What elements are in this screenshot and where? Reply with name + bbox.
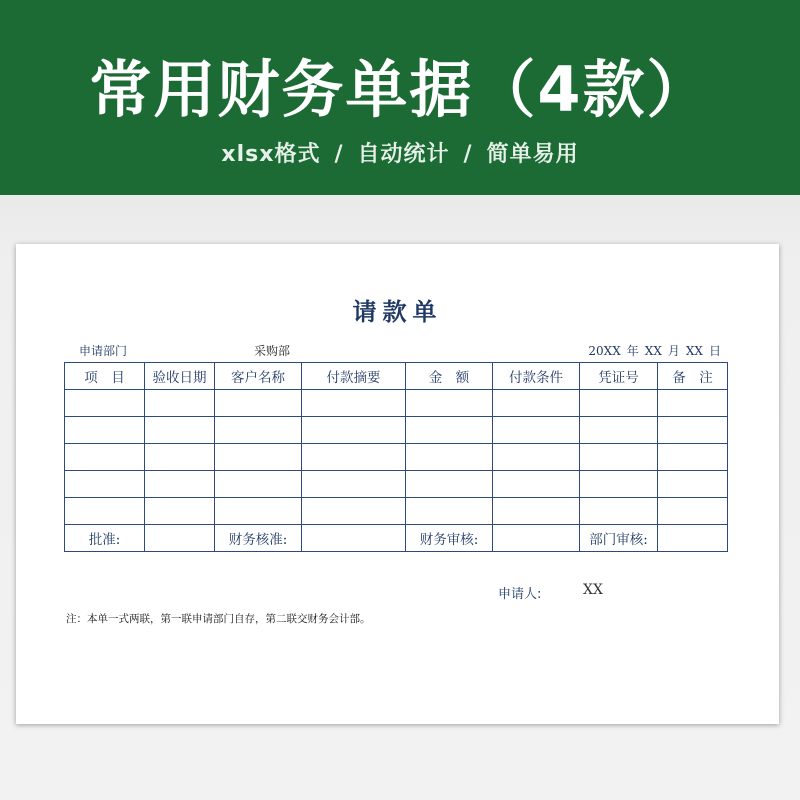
- table-cell[interactable]: [658, 498, 728, 525]
- table-cell[interactable]: [215, 444, 302, 471]
- date-day[interactable]: XX: [685, 344, 703, 358]
- approve-label: 批准:: [65, 525, 145, 552]
- table-cell[interactable]: [215, 417, 302, 444]
- table-cell[interactable]: [493, 444, 580, 471]
- table-cell[interactable]: [302, 417, 406, 444]
- column-header-payment-terms: 付款条件: [493, 363, 580, 390]
- table-cell[interactable]: [65, 390, 145, 417]
- finance-approve-label: 财务核准:: [215, 525, 302, 552]
- department-value[interactable]: 采购部: [254, 344, 291, 358]
- table-cell[interactable]: [65, 417, 145, 444]
- table-cell[interactable]: [302, 444, 406, 471]
- column-header-voucher-no: 凭证号: [580, 363, 658, 390]
- table-cell[interactable]: [65, 498, 145, 525]
- date-month[interactable]: XX: [644, 344, 662, 358]
- table-cell[interactable]: [145, 498, 215, 525]
- table-header-row: [65, 363, 728, 390]
- column-header-payment-summary: 付款摘要: [302, 363, 406, 390]
- table-cell[interactable]: [215, 390, 302, 417]
- table-cell[interactable]: [580, 417, 658, 444]
- column-header-remarks: 备 注: [658, 363, 728, 390]
- header-banner: [0, 0, 800, 195]
- table-cell[interactable]: [580, 471, 658, 498]
- table-cell[interactable]: [580, 444, 658, 471]
- table-cell[interactable]: [580, 498, 658, 525]
- table-cell[interactable]: [406, 417, 493, 444]
- document-sheet: [16, 244, 779, 724]
- table-cell[interactable]: [658, 390, 728, 417]
- document-title: 请款单: [352, 297, 443, 326]
- table-cell[interactable]: [215, 471, 302, 498]
- date-day-unit: 日: [708, 344, 721, 358]
- banner-subtitle: [0, 137, 800, 168]
- date-line: [588, 342, 727, 359]
- department-label: 申请部门: [79, 344, 128, 358]
- table-cell[interactable]: [580, 390, 658, 417]
- table-row: [65, 417, 728, 444]
- subtitle-format: xlsx格式: [221, 142, 321, 167]
- table-cell[interactable]: [145, 390, 215, 417]
- table-cell[interactable]: [65, 471, 145, 498]
- table-cell[interactable]: [145, 444, 215, 471]
- dept-review-field[interactable]: [658, 525, 728, 552]
- table-cell[interactable]: [406, 444, 493, 471]
- table-cell[interactable]: [406, 390, 493, 417]
- table-cell[interactable]: [215, 498, 302, 525]
- table-cell[interactable]: [145, 471, 215, 498]
- column-header-customer-name: 客户名称: [215, 363, 302, 390]
- table-row: [65, 471, 728, 498]
- footnote: 注：本单一式两联，第一联申请部门自存，第二联交财务会计部。: [66, 613, 371, 625]
- table-row: [65, 390, 728, 417]
- column-header-acceptance-date: 验收日期: [145, 363, 215, 390]
- date-month-unit: 月: [667, 344, 680, 358]
- table-cell[interactable]: [493, 417, 580, 444]
- applicant-label: 申请人:: [498, 587, 542, 602]
- banner-title: 常用财务单据（4款）: [89, 53, 711, 126]
- date-year-unit: 年: [626, 344, 639, 358]
- table-cell[interactable]: [302, 498, 406, 525]
- table-cell[interactable]: [658, 444, 728, 471]
- date-year[interactable]: 20XX: [588, 344, 621, 358]
- table-row: [65, 498, 728, 525]
- finance-review-field[interactable]: [493, 525, 580, 552]
- column-header-item: 项 目: [65, 363, 145, 390]
- approve-field[interactable]: [145, 525, 215, 552]
- table-cell[interactable]: [406, 471, 493, 498]
- finance-review-label: 财务审核:: [406, 525, 493, 552]
- table-row: [65, 444, 728, 471]
- table-cell[interactable]: [65, 444, 145, 471]
- request-table: [64, 362, 728, 552]
- signoff-row: [65, 525, 728, 552]
- subtitle-separator: /: [463, 142, 473, 167]
- table-cell[interactable]: [658, 417, 728, 444]
- table-cell[interactable]: [493, 471, 580, 498]
- table-cell[interactable]: [493, 498, 580, 525]
- table-cell[interactable]: [406, 498, 493, 525]
- table-cell[interactable]: [493, 390, 580, 417]
- subtitle-auto-stats: 自动统计: [357, 142, 450, 167]
- dept-review-label: 部门审核:: [580, 525, 658, 552]
- table-cell[interactable]: [658, 471, 728, 498]
- subtitle-easy-use: 简单易用: [486, 142, 579, 167]
- subtitle-separator: /: [334, 142, 344, 167]
- table-cell[interactable]: [302, 390, 406, 417]
- finance-approve-field[interactable]: [302, 525, 406, 552]
- column-header-amount: 金 额: [406, 363, 493, 390]
- applicant-value[interactable]: XX: [583, 582, 603, 598]
- table-cell[interactable]: [145, 417, 215, 444]
- table-cell[interactable]: [302, 471, 406, 498]
